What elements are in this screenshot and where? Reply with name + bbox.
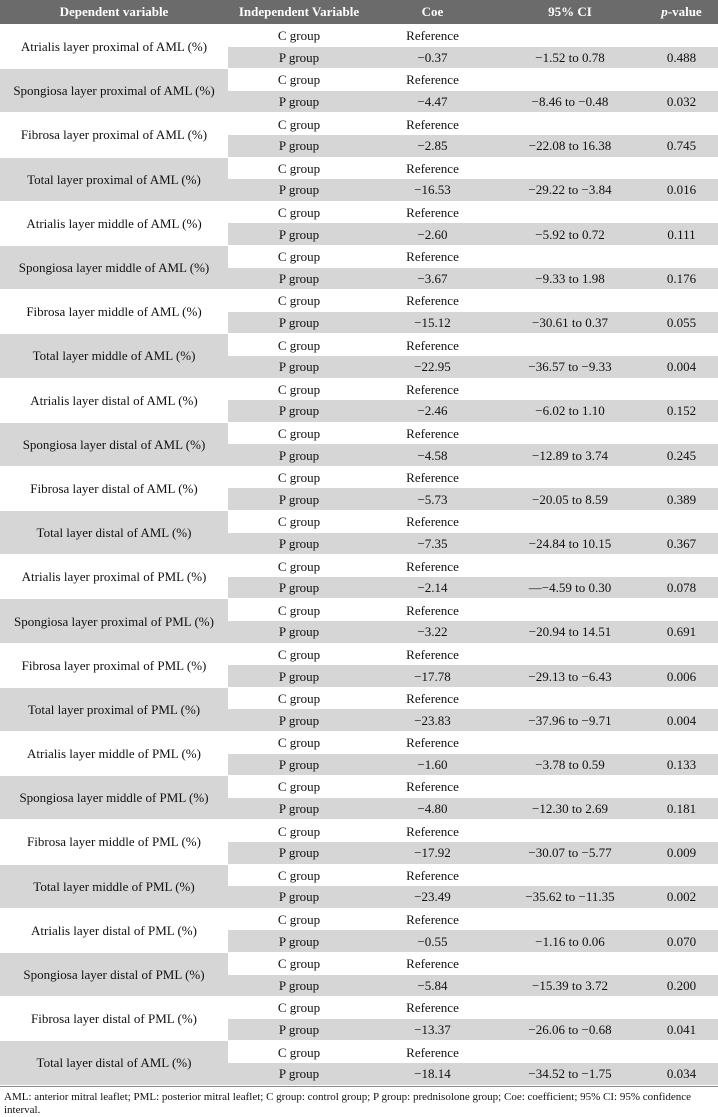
p-value-cell xyxy=(645,864,718,886)
header-p-suffix: -value xyxy=(667,4,702,19)
dependent-variable-cell: Atrialis layer distal of AML (%) xyxy=(0,378,228,422)
p-value-cell xyxy=(645,908,718,930)
coefficient-cell: Reference xyxy=(370,290,495,312)
p-value-cell: 0.111 xyxy=(645,223,718,245)
coefficient-cell: Reference xyxy=(370,25,495,47)
ci-cell xyxy=(495,1041,645,1063)
dependent-variable-cell: Atrialis layer distal of PML (%) xyxy=(0,908,228,952)
coefficient-cell: Reference xyxy=(370,113,495,135)
coefficient-cell: −16.53 xyxy=(370,179,495,201)
coefficient-cell: −15.12 xyxy=(370,312,495,334)
ci-cell xyxy=(495,643,645,665)
variable-group xyxy=(0,422,718,466)
coefficient-cell: Reference xyxy=(370,466,495,488)
ci-cell: −35.62 to −11.35 xyxy=(495,886,645,908)
dependent-variable-cell: Spongiosa layer distal of PML (%) xyxy=(0,952,228,996)
coefficient-cell: −0.37 xyxy=(370,47,495,69)
ci-cell xyxy=(495,952,645,974)
table-row xyxy=(0,776,718,798)
p-value-cell: 0.002 xyxy=(645,886,718,908)
coefficient-cell: Reference xyxy=(370,201,495,223)
coefficient-cell: Reference xyxy=(370,334,495,356)
dependent-variable-cell: Fibrosa layer middle of PML (%) xyxy=(0,820,228,864)
p-value-cell xyxy=(645,776,718,798)
p-value-cell xyxy=(645,25,718,47)
variable-group xyxy=(0,334,718,378)
variable-group xyxy=(0,864,718,908)
p-value-cell: 0.133 xyxy=(645,754,718,776)
ci-cell: −24.84 to 10.15 xyxy=(495,533,645,555)
variable-group xyxy=(0,290,718,334)
ci-cell: −15.39 to 3.72 xyxy=(495,975,645,997)
coefficient-cell: −22.95 xyxy=(370,356,495,378)
coefficient-cell: −3.22 xyxy=(370,621,495,643)
table-header xyxy=(0,0,718,25)
independent-variable-cell: P group xyxy=(228,665,370,687)
coefficient-cell: Reference xyxy=(370,245,495,267)
ci-cell xyxy=(495,422,645,444)
table-row xyxy=(0,820,718,842)
coefficient-cell: −4.58 xyxy=(370,444,495,466)
independent-variable-cell: P group xyxy=(228,488,370,510)
variable-group xyxy=(0,555,718,599)
ci-cell: −26.06 to −0.68 xyxy=(495,1019,645,1041)
ci-cell xyxy=(495,997,645,1019)
ci-cell xyxy=(495,687,645,709)
table-row xyxy=(0,290,718,312)
coefficient-cell: −4.80 xyxy=(370,798,495,820)
ci-cell: −36.57 to −9.33 xyxy=(495,356,645,378)
table-row xyxy=(0,378,718,400)
ci-cell: −5.92 to 0.72 xyxy=(495,223,645,245)
coefficient-cell: Reference xyxy=(370,378,495,400)
ci-cell: −37.96 to −9.71 xyxy=(495,709,645,731)
coefficient-cell: −5.84 xyxy=(370,975,495,997)
coefficient-cell: −1.60 xyxy=(370,754,495,776)
variable-group xyxy=(0,113,718,157)
dependent-variable-cell: Fibrosa layer distal of AML (%) xyxy=(0,466,228,510)
coefficient-cell: −2.60 xyxy=(370,223,495,245)
ci-cell: −30.61 to 0.37 xyxy=(495,312,645,334)
ci-cell: −34.52 to −1.75 xyxy=(495,1063,645,1085)
independent-variable-cell: P group xyxy=(228,886,370,908)
p-value-cell: 0.032 xyxy=(645,91,718,113)
coefficient-cell: Reference xyxy=(370,69,495,91)
dependent-variable-cell: Atrialis layer middle of PML (%) xyxy=(0,732,228,776)
table-row xyxy=(0,69,718,91)
coefficient-cell: Reference xyxy=(370,157,495,179)
table-row xyxy=(0,952,718,974)
variable-group xyxy=(0,908,718,952)
variable-group xyxy=(0,820,718,864)
dependent-variable-cell: Total layer distal of AML (%) xyxy=(0,511,228,555)
ci-cell: −29.22 to −3.84 xyxy=(495,179,645,201)
coefficient-cell: Reference xyxy=(370,732,495,754)
coefficient-cell: −2.85 xyxy=(370,135,495,157)
p-value-cell xyxy=(645,113,718,135)
table-row xyxy=(0,1041,718,1063)
p-value-cell xyxy=(645,69,718,91)
p-value-cell: 0.691 xyxy=(645,621,718,643)
table-row xyxy=(0,466,718,488)
p-value-cell: 0.389 xyxy=(645,488,718,510)
p-value-cell: 0.006 xyxy=(645,665,718,687)
independent-variable-cell: C group xyxy=(228,466,370,488)
variable-group xyxy=(0,69,718,113)
header-confidence-interval: 95% CI xyxy=(495,0,645,25)
variable-group xyxy=(0,511,718,555)
independent-variable-cell: C group xyxy=(228,864,370,886)
independent-variable-cell: C group xyxy=(228,157,370,179)
coefficient-cell: −2.46 xyxy=(370,400,495,422)
ci-cell xyxy=(495,555,645,577)
p-value-cell xyxy=(645,643,718,665)
ci-cell xyxy=(495,69,645,91)
dependent-variable-cell: Atrialis layer proximal of PML (%) xyxy=(0,555,228,599)
ci-cell xyxy=(495,908,645,930)
dependent-variable-cell: Fibrosa layer proximal of PML (%) xyxy=(0,643,228,687)
p-value-cell: 0.070 xyxy=(645,930,718,952)
coefficient-cell: −23.49 xyxy=(370,886,495,908)
independent-variable-cell: C group xyxy=(228,1041,370,1063)
coefficient-cell: Reference xyxy=(370,1041,495,1063)
independent-variable-cell: P group xyxy=(228,223,370,245)
ci-cell: −12.30 to 2.69 xyxy=(495,798,645,820)
independent-variable-cell: P group xyxy=(228,356,370,378)
p-value-cell: 0.245 xyxy=(645,444,718,466)
ci-cell xyxy=(495,511,645,533)
table-row xyxy=(0,599,718,621)
ci-cell xyxy=(495,334,645,356)
p-value-cell xyxy=(645,245,718,267)
independent-variable-cell: C group xyxy=(228,820,370,842)
coefficient-cell: −23.83 xyxy=(370,709,495,731)
ci-cell xyxy=(495,599,645,621)
header-dependent-variable: Dependent variable xyxy=(0,0,228,25)
independent-variable-cell: P group xyxy=(228,709,370,731)
independent-variable-cell: C group xyxy=(228,201,370,223)
independent-variable-cell: P group xyxy=(228,1063,370,1085)
independent-variable-cell: P group xyxy=(228,47,370,69)
table-row xyxy=(0,997,718,1019)
variable-group xyxy=(0,732,718,776)
independent-variable-cell: P group xyxy=(228,268,370,290)
independent-variable-cell: P group xyxy=(228,1019,370,1041)
independent-variable-cell: C group xyxy=(228,599,370,621)
coefficient-cell: −7.35 xyxy=(370,533,495,555)
independent-variable-cell: C group xyxy=(228,952,370,974)
independent-variable-cell: P group xyxy=(228,444,370,466)
variable-group xyxy=(0,599,718,643)
variable-group xyxy=(0,25,718,69)
header-coefficient: Coe xyxy=(370,0,495,25)
p-value-cell xyxy=(645,997,718,1019)
p-value-cell: 0.367 xyxy=(645,533,718,555)
independent-variable-cell: C group xyxy=(228,245,370,267)
p-value-cell xyxy=(645,820,718,842)
p-value-cell: 0.004 xyxy=(645,709,718,731)
independent-variable-cell: C group xyxy=(228,643,370,665)
p-value-cell: 0.181 xyxy=(645,798,718,820)
ci-cell: −20.05 to 8.59 xyxy=(495,488,645,510)
independent-variable-cell: P group xyxy=(228,312,370,334)
ci-cell xyxy=(495,732,645,754)
coefficient-cell: Reference xyxy=(370,820,495,842)
independent-variable-cell: C group xyxy=(228,69,370,91)
dependent-variable-cell: Spongiosa layer middle of PML (%) xyxy=(0,776,228,820)
ci-cell: −6.02 to 1.10 xyxy=(495,400,645,422)
independent-variable-cell: P group xyxy=(228,135,370,157)
ci-cell xyxy=(495,378,645,400)
table-row xyxy=(0,732,718,754)
ci-cell: −22.08 to 16.38 xyxy=(495,135,645,157)
ci-cell xyxy=(495,466,645,488)
p-value-cell: 0.078 xyxy=(645,577,718,599)
p-value-cell xyxy=(645,687,718,709)
variable-group xyxy=(0,466,718,510)
coefficient-cell: Reference xyxy=(370,997,495,1019)
p-value-cell xyxy=(645,290,718,312)
ci-cell xyxy=(495,245,645,267)
dependent-variable-cell: Total layer middle of PML (%) xyxy=(0,864,228,908)
header-row xyxy=(0,0,718,25)
p-value-cell: 0.055 xyxy=(645,312,718,334)
variable-group xyxy=(0,776,718,820)
p-value-cell xyxy=(645,378,718,400)
coefficient-cell: −4.47 xyxy=(370,91,495,113)
header-p-letter: p xyxy=(661,4,668,19)
coefficient-cell: −2.14 xyxy=(370,577,495,599)
table-row xyxy=(0,687,718,709)
coefficient-cell: −17.92 xyxy=(370,842,495,864)
ci-cell xyxy=(495,113,645,135)
p-value-cell: 0.016 xyxy=(645,179,718,201)
coefficient-cell: Reference xyxy=(370,422,495,444)
p-value-cell xyxy=(645,511,718,533)
independent-variable-cell: C group xyxy=(228,555,370,577)
coefficient-cell: −18.14 xyxy=(370,1063,495,1085)
table-row xyxy=(0,908,718,930)
dependent-variable-cell: Total layer middle of AML (%) xyxy=(0,334,228,378)
coefficient-cell: −3.67 xyxy=(370,268,495,290)
table-row xyxy=(0,334,718,356)
p-value-cell xyxy=(645,201,718,223)
footnote: AML: anterior mitral leaflet; PML: posterior mitral leaflet; C group: control group; P group: prednisolone group; Coe: coefficient; 95% CI: 95% confidence interval. xyxy=(0,1086,718,1117)
coefficient-cell: Reference xyxy=(370,864,495,886)
independent-variable-cell: C group xyxy=(228,732,370,754)
ci-cell: −12.89 to 3.74 xyxy=(495,444,645,466)
coefficient-cell: Reference xyxy=(370,908,495,930)
ci-cell: −8.46 to −0.48 xyxy=(495,91,645,113)
p-value-cell xyxy=(645,1041,718,1063)
variable-group xyxy=(0,1041,718,1085)
table-row xyxy=(0,422,718,444)
coefficient-cell: −13.37 xyxy=(370,1019,495,1041)
coefficient-cell: −5.73 xyxy=(370,488,495,510)
variable-group xyxy=(0,245,718,289)
table-row xyxy=(0,643,718,665)
independent-variable-cell: P group xyxy=(228,400,370,422)
independent-variable-cell: P group xyxy=(228,91,370,113)
independent-variable-cell: P group xyxy=(228,754,370,776)
p-value-cell: 0.176 xyxy=(645,268,718,290)
independent-variable-cell: P group xyxy=(228,798,370,820)
independent-variable-cell: P group xyxy=(228,842,370,864)
coefficient-cell: Reference xyxy=(370,952,495,974)
p-value-cell: 0.009 xyxy=(645,842,718,864)
dependent-variable-cell: Spongiosa layer distal of AML (%) xyxy=(0,422,228,466)
independent-variable-cell: C group xyxy=(228,334,370,356)
ci-cell xyxy=(495,290,645,312)
independent-variable-cell: P group xyxy=(228,621,370,643)
p-value-cell: 0.041 xyxy=(645,1019,718,1041)
p-value-cell: 0.488 xyxy=(645,47,718,69)
ci-cell: −29.13 to −6.43 xyxy=(495,665,645,687)
dependent-variable-cell: Total layer distal of AML (%) xyxy=(0,1041,228,1085)
p-value-cell xyxy=(645,599,718,621)
p-value-cell xyxy=(645,466,718,488)
p-value-cell xyxy=(645,952,718,974)
variable-group xyxy=(0,997,718,1041)
ci-cell xyxy=(495,25,645,47)
coefficient-cell: −0.55 xyxy=(370,930,495,952)
independent-variable-cell: P group xyxy=(228,975,370,997)
independent-variable-cell: C group xyxy=(228,378,370,400)
independent-variable-cell: C group xyxy=(228,687,370,709)
table-row xyxy=(0,555,718,577)
dependent-variable-cell: Spongiosa layer proximal of AML (%) xyxy=(0,69,228,113)
independent-variable-cell: C group xyxy=(228,422,370,444)
ci-cell xyxy=(495,201,645,223)
independent-variable-cell: C group xyxy=(228,113,370,135)
coefficient-cell: Reference xyxy=(370,776,495,798)
p-value-cell: 0.004 xyxy=(645,356,718,378)
ci-cell: −30.07 to −5.77 xyxy=(495,842,645,864)
variable-group xyxy=(0,378,718,422)
ci-cell: −1.16 to 0.06 xyxy=(495,930,645,952)
p-value-cell: 0.200 xyxy=(645,975,718,997)
coefficient-cell: Reference xyxy=(370,687,495,709)
p-value-cell xyxy=(645,555,718,577)
table-row xyxy=(0,864,718,886)
dependent-variable-cell: Atrialis layer middle of AML (%) xyxy=(0,201,228,245)
independent-variable-cell: C group xyxy=(228,25,370,47)
ci-cell xyxy=(495,820,645,842)
p-value-cell xyxy=(645,732,718,754)
coefficient-cell: Reference xyxy=(370,643,495,665)
dependent-variable-cell: Atrialis layer proximal of AML (%) xyxy=(0,25,228,69)
ci-cell: −9.33 to 1.98 xyxy=(495,268,645,290)
ci-cell: −20.94 to 14.51 xyxy=(495,621,645,643)
independent-variable-cell: P group xyxy=(228,577,370,599)
variable-group xyxy=(0,201,718,245)
independent-variable-cell: C group xyxy=(228,511,370,533)
ci-cell: —−4.59 to 0.30 xyxy=(495,577,645,599)
independent-variable-cell: P group xyxy=(228,930,370,952)
coefficient-cell: Reference xyxy=(370,511,495,533)
dependent-variable-cell: Fibrosa layer middle of AML (%) xyxy=(0,290,228,334)
dependent-variable-cell: Fibrosa layer proximal of AML (%) xyxy=(0,113,228,157)
table-row xyxy=(0,157,718,179)
coefficient-cell: Reference xyxy=(370,599,495,621)
p-value-cell xyxy=(645,157,718,179)
table-row xyxy=(0,201,718,223)
variable-group xyxy=(0,157,718,201)
p-value-cell: 0.152 xyxy=(645,400,718,422)
p-value-cell xyxy=(645,422,718,444)
coefficient-cell: −17.78 xyxy=(370,665,495,687)
independent-variable-cell: C group xyxy=(228,290,370,312)
ci-cell xyxy=(495,776,645,798)
table-row xyxy=(0,25,718,47)
dependent-variable-cell: Spongiosa layer proximal of PML (%) xyxy=(0,599,228,643)
p-value-cell xyxy=(645,334,718,356)
independent-variable-cell: P group xyxy=(228,533,370,555)
variable-group xyxy=(0,643,718,687)
p-value-cell: 0.034 xyxy=(645,1063,718,1085)
ci-cell xyxy=(495,864,645,886)
header-p-value xyxy=(645,0,718,25)
independent-variable-cell: C group xyxy=(228,997,370,1019)
table-row xyxy=(0,113,718,135)
variable-group xyxy=(0,952,718,996)
ci-cell xyxy=(495,157,645,179)
dependent-variable-cell: Spongiosa layer middle of AML (%) xyxy=(0,245,228,289)
variable-group xyxy=(0,687,718,731)
header-independent-variable: Independent Variable xyxy=(228,0,370,25)
p-value-cell: 0.745 xyxy=(645,135,718,157)
dependent-variable-cell: Fibrosa layer distal of PML (%) xyxy=(0,997,228,1041)
ci-cell: −3.78 to 0.59 xyxy=(495,754,645,776)
ci-cell: −1.52 to 0.78 xyxy=(495,47,645,69)
independent-variable-cell: C group xyxy=(228,776,370,798)
dependent-variable-cell: Total layer proximal of AML (%) xyxy=(0,157,228,201)
table-row xyxy=(0,245,718,267)
coefficient-cell: Reference xyxy=(370,555,495,577)
table-row xyxy=(0,511,718,533)
dependent-variable-cell: Total layer proximal of PML (%) xyxy=(0,687,228,731)
independent-variable-cell: P group xyxy=(228,179,370,201)
independent-variable-cell: C group xyxy=(228,908,370,930)
